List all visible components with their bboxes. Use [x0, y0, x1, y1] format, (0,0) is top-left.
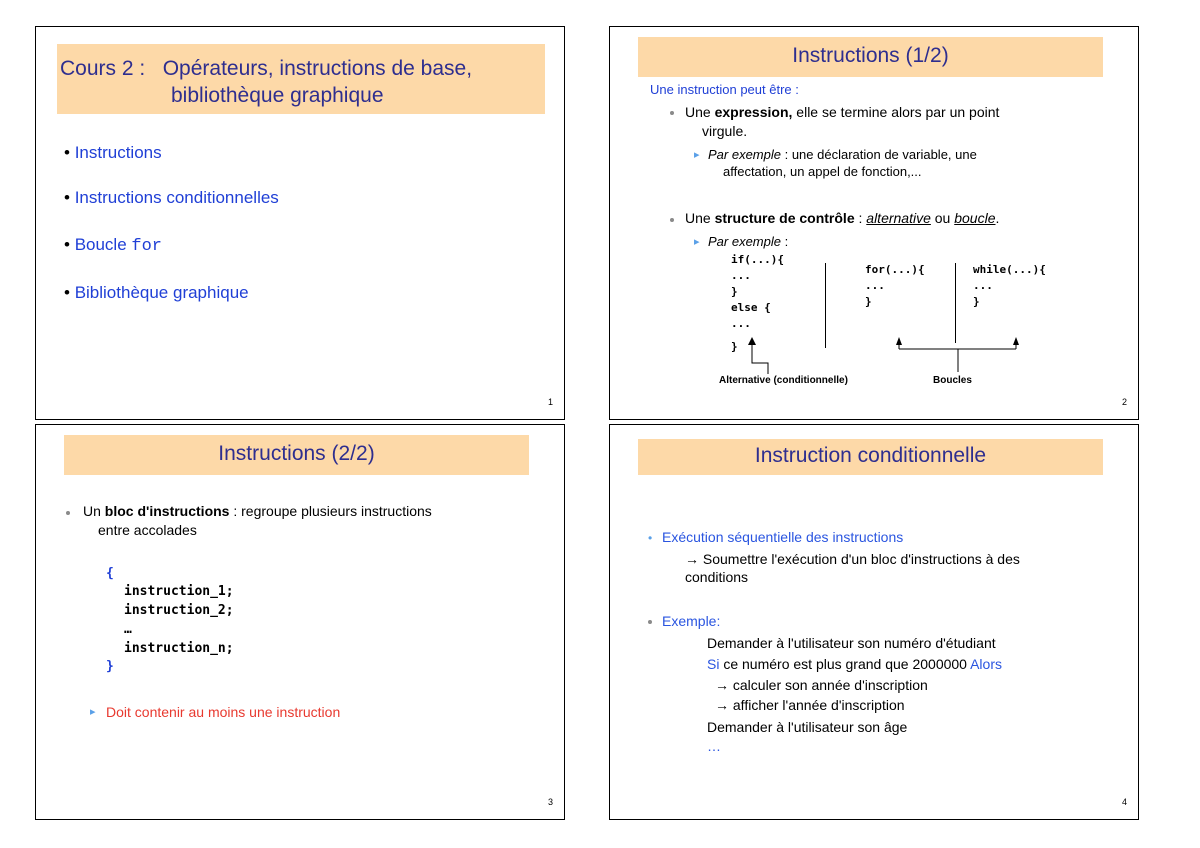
code-brace-close: }	[106, 659, 114, 674]
text: Une	[685, 104, 715, 120]
keyword-si: Si	[707, 656, 720, 672]
dash-icon: ▸	[694, 236, 700, 248]
code-if-line: ...	[731, 317, 751, 330]
slide-3-note: Doit contenir au moins une instruction	[106, 704, 341, 720]
text: elle se termine alors par un point	[792, 104, 1000, 120]
slide-3	[35, 424, 565, 820]
slide-2	[609, 26, 1139, 420]
bullet-icon: •	[648, 531, 653, 545]
item-label: Bibliothèque graphique	[74, 283, 249, 302]
slide-2-intro: Une instruction peut être :	[650, 82, 799, 97]
page-number: 1	[547, 397, 553, 407]
label-loops: Boucles	[933, 375, 972, 386]
bold-text: expression,	[714, 104, 793, 120]
code-if-line: }	[731, 340, 738, 353]
code-while-line: while(...){	[973, 263, 1046, 276]
slide-1-item-1	[64, 143, 162, 163]
arrow-head-icon	[1013, 337, 1019, 345]
loop-text: boucle	[954, 210, 996, 226]
text: ce numéro est plus grand que 2000000	[719, 656, 971, 672]
slide-1-item-4	[64, 283, 249, 303]
code-if-line: if(...){	[731, 253, 784, 266]
label-alternative: Alternative (conditionnelle)	[719, 375, 848, 386]
arrow-head-icon	[748, 337, 756, 345]
code-for-line: ...	[865, 279, 885, 292]
text: Une	[685, 210, 715, 226]
code-line: instruction_2;	[124, 603, 234, 618]
item-label: Instructions	[74, 143, 162, 162]
slide-4-bullet-1-sub-1: → Soumettre l'exécution d'un bloc d'instructions à des	[685, 551, 1020, 567]
bold-text: structure de contrôle	[714, 210, 855, 226]
page-number: 2	[1121, 397, 1127, 407]
dash-icon: ▸	[694, 149, 700, 161]
alternative-arrow	[752, 343, 768, 374]
slide-4-bullet-1-sub-2: conditions	[685, 569, 749, 585]
bullet-icon	[648, 620, 652, 624]
slide-1-title-line2: bibliothèque graphique	[171, 84, 384, 107]
slide-2-bullet-1-line2: virgule.	[702, 123, 748, 139]
example-line-6: …	[707, 738, 721, 754]
bullet-icon: •	[64, 188, 70, 207]
slide-4	[609, 424, 1139, 820]
italic-text: Par exemple	[708, 147, 781, 162]
example-line-5: Demander à l'utilisateur son âge	[707, 719, 908, 735]
page-number: 4	[1121, 797, 1127, 807]
dash-icon: ▸	[90, 706, 96, 718]
code-for-line: for(...){	[865, 263, 925, 276]
italic-text: Par exemple	[708, 234, 781, 249]
code-if-line: else {	[731, 301, 771, 314]
text: ou	[930, 210, 955, 226]
item-label: Instructions conditionnelles	[74, 188, 279, 207]
example-line-4: → afficher l'année d'inscription	[715, 697, 905, 713]
slide-3-bullet-1-line2: entre accolades	[98, 522, 197, 538]
code-brace-open: {	[106, 566, 114, 581]
slide-1-item-3	[64, 235, 162, 256]
item-label: Boucle	[74, 235, 132, 254]
slide-2-sub-1-line2: affectation, un appel de fonction,...	[723, 164, 922, 179]
arrow-head-icon	[896, 337, 902, 345]
keyword-alors: Alors	[970, 656, 1002, 672]
text: Un	[83, 503, 105, 519]
slide-1-title-line1: Cours 2 : Opérateurs, instructions de base,	[60, 57, 473, 80]
code-line: …	[124, 622, 132, 637]
slide-4-bullet-1: Exécution séquentielle des instructions	[662, 529, 904, 545]
slide-2-title: Instructions (1/2)	[792, 44, 949, 67]
slide-3-bullet-1	[83, 503, 432, 519]
example-line-3: → calculer son année d'inscription	[715, 677, 928, 693]
slide-4-bullet-2: Exemple:	[662, 613, 721, 629]
code-while-line: }	[973, 295, 980, 308]
bold-text: bloc d'instructions	[104, 503, 230, 519]
text: :	[854, 210, 867, 226]
bullet-icon: •	[64, 235, 70, 254]
slide-3-title: Instructions (2/2)	[218, 442, 375, 465]
slide-4-title: Instruction conditionnelle	[754, 444, 987, 467]
code-for-line: }	[865, 295, 872, 308]
item-code: for	[131, 237, 162, 256]
code-if-line: }	[731, 285, 738, 298]
annotation-arrows	[610, 27, 1140, 421]
code-line: instruction_n;	[124, 641, 234, 656]
text: : regroupe plusieurs instructions	[229, 503, 432, 519]
bullet-icon: •	[64, 283, 70, 302]
bullet-icon	[66, 511, 70, 515]
alternative-text: alternative	[866, 210, 931, 226]
bullet-icon: •	[64, 143, 70, 162]
text: :	[780, 234, 789, 249]
text: .	[995, 210, 1000, 226]
slide-1	[35, 26, 565, 420]
code-while-line: ...	[973, 279, 993, 292]
code-if-line: ...	[731, 269, 751, 282]
text: : une déclaration de variable, une	[780, 147, 977, 162]
slide-1-item-2	[64, 188, 279, 208]
code-line: instruction_1;	[124, 584, 234, 599]
example-line-2	[707, 656, 1002, 672]
example-line-1: Demander à l'utilisateur son numéro d'étudiant	[707, 635, 996, 651]
page-number: 3	[547, 797, 553, 807]
